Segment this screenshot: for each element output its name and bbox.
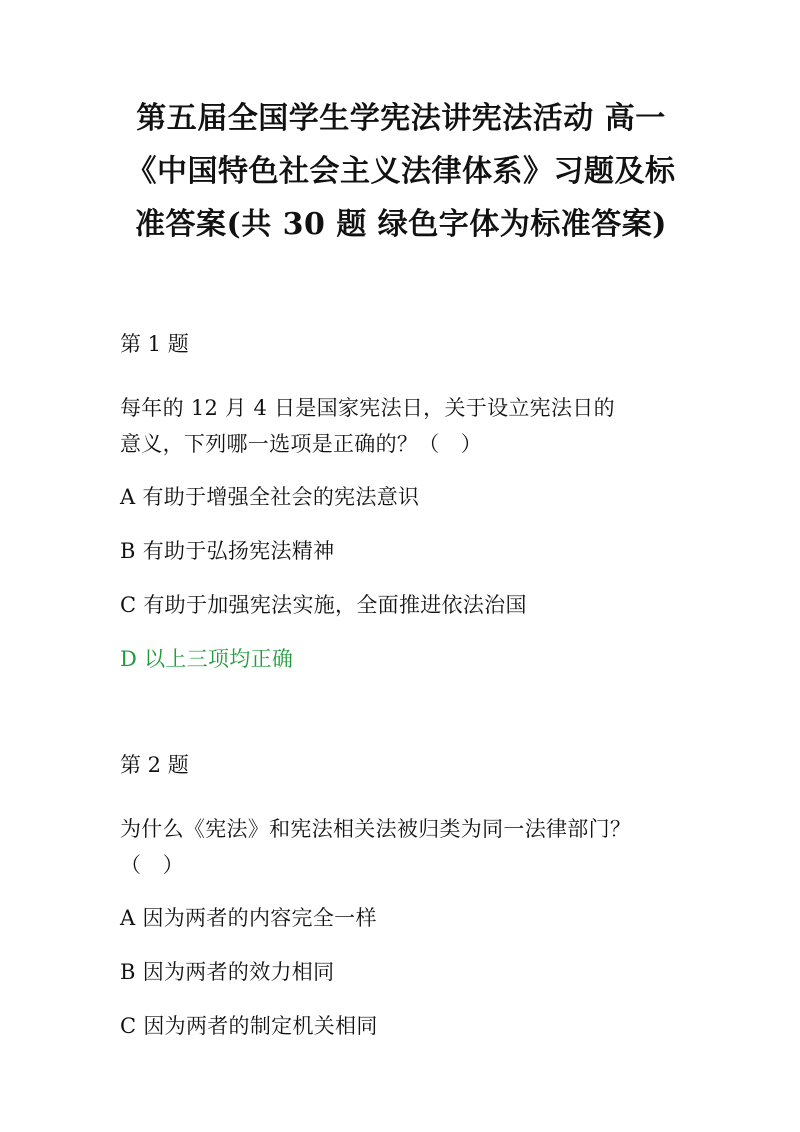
option-c: C 因为两者的制定机关相同 [120,1014,378,1038]
question-1 [120,329,682,674]
title-line-2: 《中国特色社会主义法律体系》习题及标 [126,154,676,189]
question-stem [120,390,682,462]
option-a: A 有助于增强全社会的宪法意识 [120,485,420,509]
question-number: 第 2 题 [120,753,189,777]
title-line-1: 第五届全国学生学宪法讲宪法活动 高一 [136,101,666,136]
question-stem-line: （ ） [120,853,184,877]
question-stem [120,811,682,883]
document-title [120,92,682,251]
title-line-3: 准答案(共 30 题 绿色字体为标准答案) [135,207,667,242]
option-d-correct-answer: D 以上三项均正确 [120,647,294,671]
question-2 [120,750,682,1041]
question-stem-line: 每年的 12 月 4 日是国家宪法日，关于设立宪法日的 [120,396,615,420]
question-stem-line: 意义，下列哪一选项是正确的？（ ） [120,432,483,456]
option-a: A 因为两者的内容完全一样 [120,906,377,930]
question-number: 第 1 题 [120,332,189,356]
option-b: B 有助于弘扬宪法精神 [120,539,335,563]
option-b: B 因为两者的效力相同 [120,960,335,984]
option-c: C 有助于加强宪法实施，全面推进依法治国 [120,593,527,617]
question-stem-line: 为什么《宪法》和宪法相关法被归类为同一法律部门？ [120,817,632,841]
